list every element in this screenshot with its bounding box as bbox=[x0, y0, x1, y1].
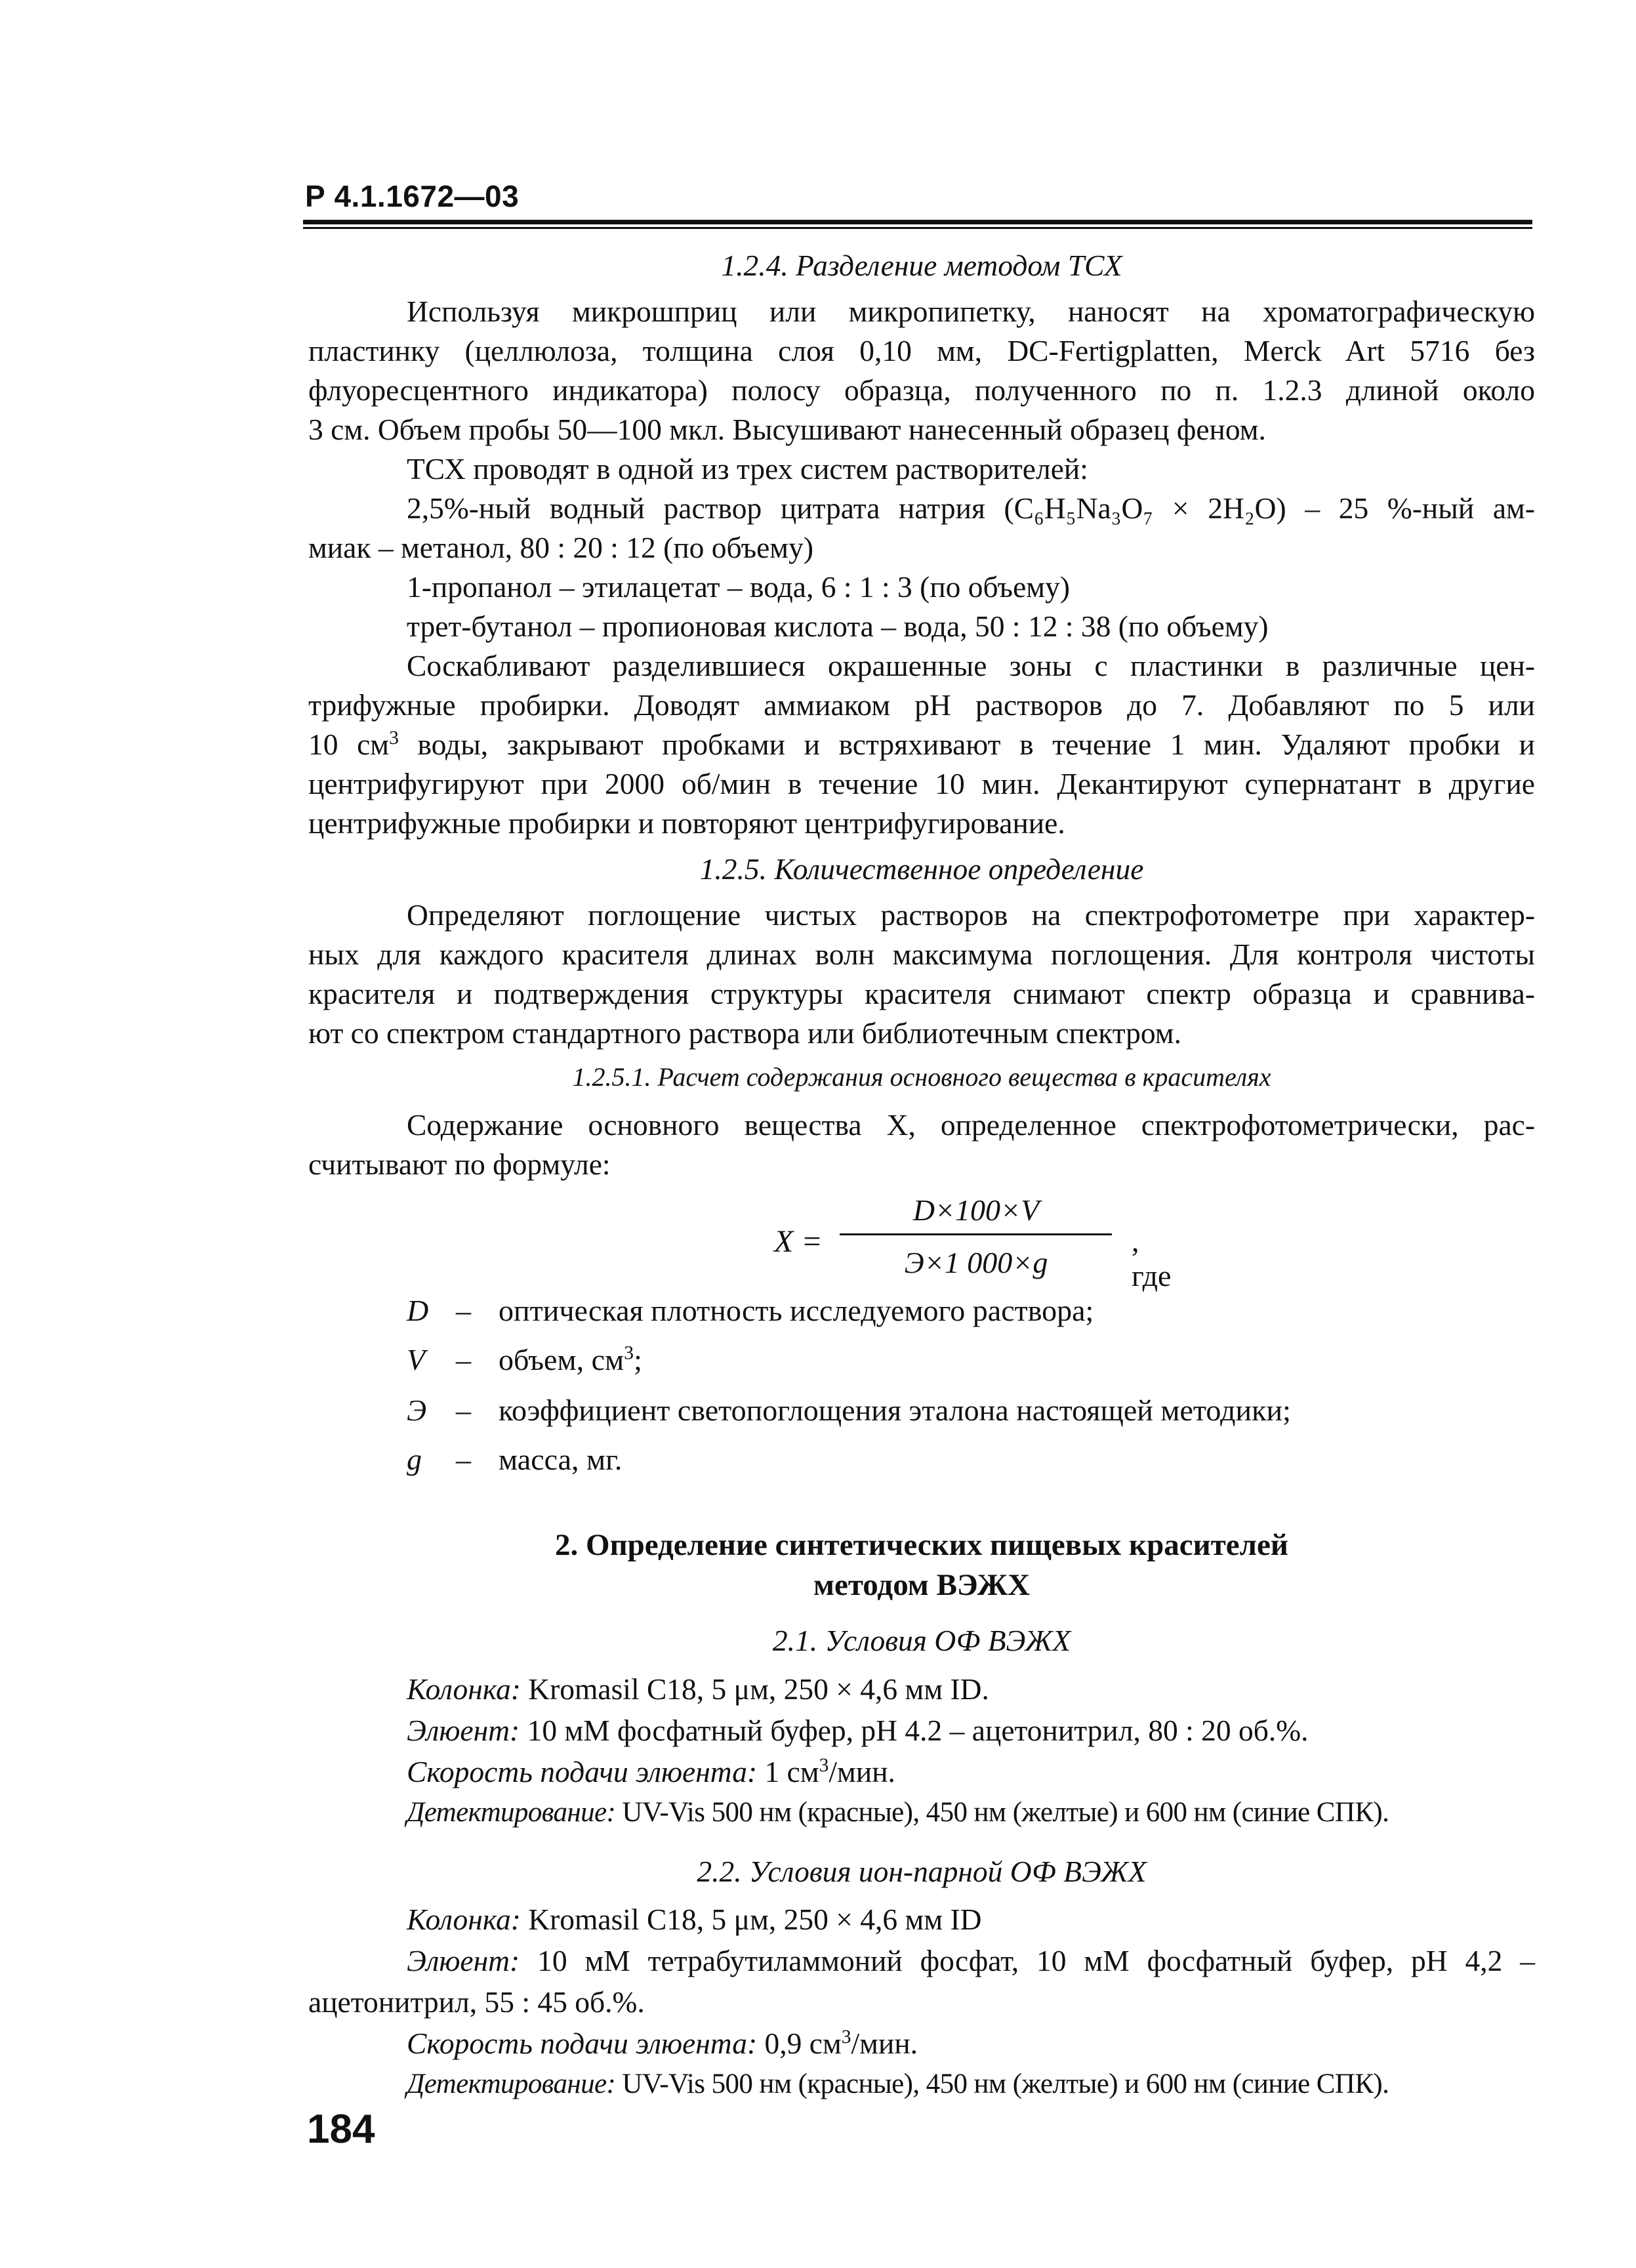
paragraph-line: центрифужные пробирки и повторяют центрифугирование. bbox=[308, 806, 1065, 840]
condition-eluent-cont: ацетонитрил, 55 : 45 об.%. bbox=[308, 1985, 645, 2019]
fraction-bar bbox=[840, 1233, 1112, 1235]
header-rule-thick bbox=[303, 220, 1532, 224]
paragraph-line: ют со спектром стандартного раствора или библиотечным спектром. bbox=[308, 1016, 1181, 1050]
paragraph-line: считывают по формуле: bbox=[308, 1147, 611, 1181]
condition-detection: Детектирование: UV-Vis 500 нм (красные), 450 нм (желтые) и 600 нм (синие СПК). bbox=[407, 1797, 1389, 1828]
condition-detection: Детектирование: UV-Vis 500 нм (красные), 450 нм (желтые) и 600 нм (синие СПК). bbox=[407, 2069, 1389, 2099]
formula-where: , где bbox=[1132, 1224, 1172, 1292]
solvent-system-2: 1-пропанол – этилацетат – вода, 6 : 1 : 3 (по объему) bbox=[407, 570, 1070, 604]
condition-column: Колонка: Kromasil C18, 5 μм, 250 × 4,6 мм ID. bbox=[407, 1672, 989, 1706]
section-title-2: 2. Определение синтетических пищевых красителей bbox=[555, 1528, 1288, 1562]
paragraph-line: Соскабливают разделившиеся окрашенные зоны с пластинки в различные цен- bbox=[407, 649, 1535, 682]
section-title-1-2-4: 1.2.4. Разделение методом ТСХ bbox=[721, 249, 1122, 282]
paragraph-line: ных для каждого красителя длинах волн максимума поглощения. Для контроля чистоты bbox=[308, 938, 1535, 971]
paragraph-line: красителя и подтверждения структуры красителя снимают спектр образца и сравнива- bbox=[308, 977, 1535, 1010]
paragraph-line: Определяют поглощение чистых растворов на спектрофотометре при характер- bbox=[407, 898, 1535, 932]
solvent-system-1: 2,5%-ный водный раствор цитрата натрия (C₆H₅Na₃O₇ × 2H₂O) – 25 %-ный ам- bbox=[407, 491, 1535, 525]
formula-numerator: D×100×V bbox=[912, 1193, 1040, 1227]
paragraph-line: ТСХ проводят в одной из трех систем растворителей: bbox=[407, 452, 1088, 485]
condition-flow-rate: Скорость подачи элюента: 0,9 $см^3$/мин. bbox=[407, 2026, 918, 2060]
section-title-2-1: 2.1. Условия ОФ ВЭЖХ bbox=[772, 1624, 1071, 1657]
header-rule-thin bbox=[303, 227, 1532, 229]
paragraph-line: Используя микрошприц или микропипетку, наносят на хроматографическую bbox=[407, 295, 1535, 328]
solvent-system-1-cont: миак – метанол, 80 : 20 : 12 (по объему) bbox=[308, 531, 813, 564]
solvent-system-3: трет-бутанол – пропионовая кислота – вода, 50 : 12 : 38 (по объему) bbox=[407, 609, 1269, 643]
page-number: 184 bbox=[307, 2107, 375, 2152]
paragraph-line: 10 $см^3$ воды, закрывают пробками и встряхивают в течение 1 мин. Удаляют пробки и bbox=[308, 727, 1535, 761]
paragraph-line: центрифугируют при 2000 об/мин в течение 10 мин. Декантируют супернатант в другие bbox=[308, 767, 1535, 800]
condition-eluent: Элюент: 10 мМ тетрабутиламмоний фосфат, 10 мМ фосфатный буфер, pH 4,2 – bbox=[407, 1944, 1535, 1977]
paragraph-line: Содержание основного вещества X, определенное спектрофотометрически, рас- bbox=[407, 1108, 1535, 1142]
paragraph-line: трифужные пробирки. Доводят аммиаком pH растворов до 7. Добавляют по 5 или bbox=[308, 688, 1535, 722]
formula-lhs: X = bbox=[774, 1224, 823, 1259]
condition-eluent: Элюент: 10 мМ фосфатный буфер, pH 4.2 – ацетонитрил, 80 : 20 об.%. bbox=[407, 1714, 1309, 1747]
paragraph-line: пластинку (целлюлоза, толщина слоя 0,10 мм, DC-Fertigplatten, Merck Art 5716 без bbox=[308, 334, 1535, 367]
section-title-2-cont: методом ВЭЖХ bbox=[813, 1568, 1031, 1602]
content-formula bbox=[774, 1187, 1172, 1306]
document-code: Р 4.1.1672—03 bbox=[305, 179, 520, 213]
section-title-2-2: 2.2. Условия ион-парной ОФ ВЭЖХ bbox=[697, 1855, 1147, 1888]
paragraph-line: флуоресцентного индикатора) полосу образца, полученного по п. 1.2.3 длиной около bbox=[308, 373, 1535, 407]
document-page: Р 4.1.1672—03 1.2.4. Разделение методом ТСХ Используя микрошприц или микропипетку, наносят на хроматографическую пластинку (целлюлоза, толщина слоя 0,10 мм, DC-Fertigplatten, Merck Art 5716 без флуоресцентного индикатора) полосу образца, полученного по п. 1.2.3 длиной около 3 см. Объем пробы 50—100 мкл. Высушивают нанесенный образец феном. ТСХ проводят в одной из трех систем растворителей: 2,5%-ный водный раствор цитрата натрия (C₆H₅Na₃O₇ × 2H₂O) – 25 %-ный ам- миак – метанол, 80 : 20 : 12 (по объему) 1-пропанол – этилацетат – вода, 6 : 1 : 3 (по объему) трет-бутанол – пропионовая кислота – вода, 50 : 12 : 38 (по объему) Соскабливают разделившиеся окрашенные зоны с пластинки в различные цен- трифужные пробирки. Доводят аммиаком pH растворов до 7. Добавляют по 5 или 10 $см^3$ воды, закрывают пробками и встряхивают в течение 1 мин. Удаляют пробки и центрифугируют при 2000 об/мин в течение 10 мин. Декантируют супернатант в другие центрифужные пробирки и повторяют центрифугирование. 1.2.5. Количественное определение Определяют поглощение чистых растворов на спектрофотометре при характер- ных для каждого красителя длинах волн максимума поглощения. Для контроля чистоты красителя и подтверждения структуры красителя снимают спектр образца и сравнива- ют со спектром стандартного раствора или библиотечным спектром. 1.2.5.1. Расчет содержания основного вещества в красителях Содержание основного вещества X, определенное спектрофотометрически, рас- считывают по формуле: X = D×100×V Э×1 000×g , где D – оптическая плотность исследуемого раствора; V – объем, $см^3$; Э – коэффициент светопоглощения эталона настоящей методики; g – масса, мг. 2. Определение синтетических пищевых красителей методом ВЭЖХ 2.1. Условия ОФ ВЭЖХ Колонка: Kromasil C18, 5 μм, 250 × 4,6 мм ID. Элюент: 10 мМ фосфатный буфер, pH 4.2 – ацетонитрил, 80 : 20 об.%. Скорость подачи элюента: 1 $см^3$/мин. Детектирование: UV-Vis 500 нм (красные), 450 нм (желтые) и 600 нм (синие СПК). 2.2. Условия ион-парной ОФ ВЭЖХ Колонка: Kromasil C18, 5 μм, 250 × 4,6 мм ID Элюент: 10 мМ тетрабутиламмоний фосфат, 10 мМ фосфатный буфер, pH 4,2 – ацетонитрил, 55 : 45 об.%. Скорость подачи элюента: 0,9 $см^3$/мин. Детектирование: UV-Vis 500 нм (красные), 450 нм (желтые) и 600 нм (синие СПК). 184 bbox=[0, 0, 1636, 2268]
condition-column: Колонка: Kromasil C18, 5 μм, 250 × 4,6 мм ID bbox=[407, 1903, 982, 1936]
section-title-1-2-5-1: 1.2.5.1. Расчет содержания основного вещества в красителях bbox=[572, 1062, 1271, 1092]
formula-denominator: Э×1 000×g bbox=[904, 1246, 1048, 1279]
section-title-1-2-5: 1.2.5. Количественное определение bbox=[699, 852, 1144, 886]
condition-flow-rate: Скорость подачи элюента: 1 $см^3$/мин. bbox=[407, 1754, 895, 1788]
paragraph-line: 3 см. Объем пробы 50—100 мкл. Высушивают нанесенный образец феном. bbox=[308, 413, 1266, 446]
